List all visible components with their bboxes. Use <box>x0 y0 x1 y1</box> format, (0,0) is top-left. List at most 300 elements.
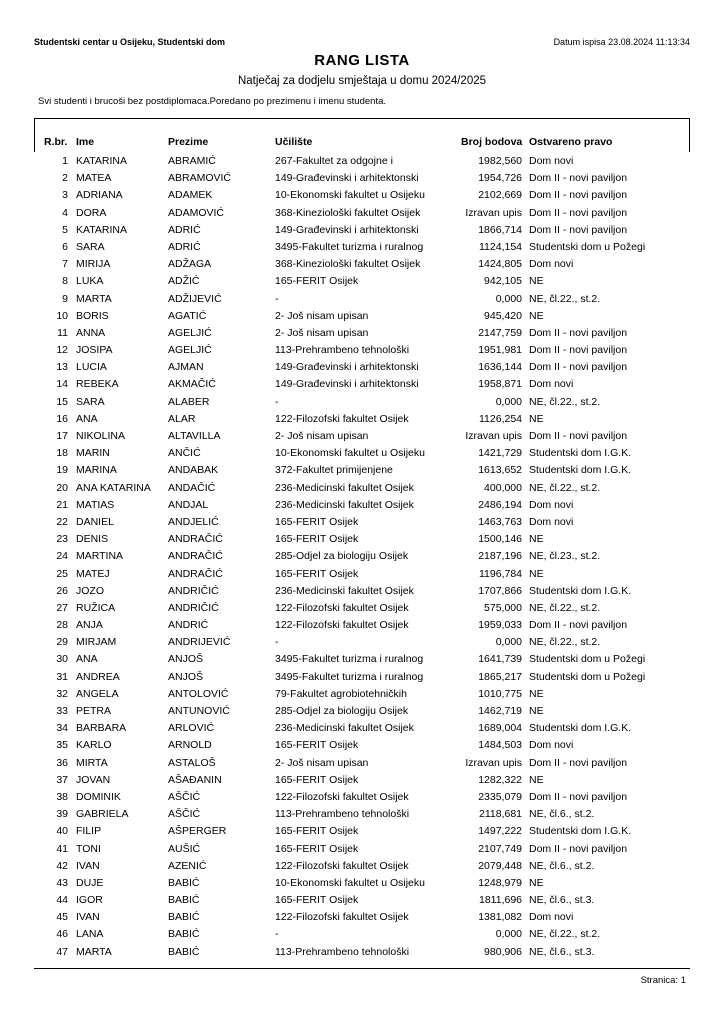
cell-ime: LUCIA <box>76 361 107 374</box>
cell-rbr: 41 <box>56 842 68 855</box>
cell-rbr: 32 <box>56 687 68 700</box>
cell-pravo: Dom novi <box>529 911 574 924</box>
cell-bodovi: 1951,981 <box>478 344 522 357</box>
table-row <box>0 171 724 188</box>
cell-ime: KARLO <box>76 739 112 752</box>
cell-bodovi: 2486,194 <box>478 498 522 511</box>
table-row <box>0 910 724 927</box>
cell-prezime: ABRAMOVIĆ <box>168 172 232 185</box>
cell-pravo: Dom novi <box>529 515 574 528</box>
cell-uciliste: 165-FERIT Osijek <box>275 842 359 855</box>
cell-ime: MIRTA <box>76 756 108 769</box>
cell-rbr: 47 <box>56 945 68 958</box>
cell-prezime: ANDRIJEVIĆ <box>168 636 231 649</box>
cell-prezime: AKMAČIĆ <box>168 378 216 391</box>
cell-ime: DANIEL <box>76 515 114 528</box>
cell-ime: MATEA <box>76 172 112 185</box>
column-header-bodovi: Broj bodova <box>461 136 523 148</box>
table-row <box>0 549 724 566</box>
cell-bodovi: 1421,729 <box>478 447 522 460</box>
cell-pravo: NE <box>529 309 544 322</box>
cell-uciliste: 165-FERIT Osijek <box>275 533 359 546</box>
table-row <box>0 154 724 171</box>
cell-rbr: 4 <box>62 206 68 219</box>
cell-uciliste: 10-Ekonomski fakultet u Osijeku <box>275 447 425 460</box>
cell-rbr: 2 <box>62 172 68 185</box>
cell-ime: NIKOLINA <box>76 430 126 442</box>
cell-prezime: ALABER <box>168 395 210 408</box>
cell-rbr: 15 <box>56 395 68 408</box>
cell-uciliste: 2- Još nisam upisan <box>275 326 369 339</box>
cell-uciliste: 122-Filozofski fakultet Osijek <box>275 601 409 614</box>
cell-pravo: NE, čl.22., st.2. <box>529 636 601 649</box>
page-subtitle: Natječaj za dodjelu smještaja u domu 2024/2025 <box>237 75 487 87</box>
table-row <box>0 773 724 790</box>
cell-uciliste: 3495-Fakultet turizma i ruralnog <box>275 653 424 666</box>
cell-uciliste: 165-FERIT Osijek <box>275 275 359 288</box>
cell-prezime: BABIĆ <box>168 894 200 907</box>
cell-uciliste: 165-FERIT Osijek <box>275 567 359 580</box>
table-row <box>0 240 724 257</box>
cell-pravo: NE <box>529 275 544 288</box>
cell-uciliste: 372-Fakultet primijenjene <box>275 464 393 477</box>
cell-rbr: 45 <box>56 911 68 924</box>
cell-uciliste: 236-Medicinski fakultet Osijek <box>275 481 414 494</box>
cell-bodovi: 2107,749 <box>478 842 522 855</box>
cell-ime: BORIS <box>76 309 109 322</box>
cell-prezime: ANTOLOVIĆ <box>168 687 229 700</box>
cell-pravo: Dom novi <box>529 258 574 271</box>
cell-rbr: 24 <box>56 550 68 563</box>
cell-uciliste: 122-Filozofski fakultet Osijek <box>275 911 409 924</box>
table-row <box>0 584 724 601</box>
table-row <box>0 635 724 652</box>
table-row <box>0 481 724 498</box>
cell-prezime: ANTUNOVIĆ <box>168 705 230 717</box>
cell-rbr: 34 <box>56 722 68 735</box>
cell-bodovi: 0,000 <box>495 292 522 305</box>
cell-rbr: 11 <box>57 326 68 339</box>
cell-ime: KATARINA <box>76 155 127 167</box>
cell-uciliste: 113-Prehrambeno tehnološki <box>275 344 410 357</box>
cell-bodovi: 1811,696 <box>478 894 522 907</box>
cell-bodovi: 1959,033 <box>478 619 522 632</box>
table-row <box>0 721 724 738</box>
cell-bodovi: 1282,322 <box>478 773 522 786</box>
cell-prezime: ANČIĆ <box>168 447 201 460</box>
table-row <box>0 927 724 944</box>
cell-ime: ANNA <box>76 326 106 339</box>
cell-rbr: 8 <box>62 275 68 288</box>
cell-ime: MIRJAM <box>76 636 117 649</box>
cell-bodovi: 2118,681 <box>478 808 522 821</box>
cell-pravo: Dom II - novi paviljon <box>529 189 628 202</box>
cell-pravo: Studentski dom I.G.K. <box>529 722 632 735</box>
cell-bodovi: 1866,714 <box>478 223 522 236</box>
cell-uciliste: - <box>275 928 279 941</box>
cell-ime: ANA <box>76 412 98 425</box>
cell-prezime: ADŽAGA <box>168 258 212 271</box>
table-row <box>0 223 724 240</box>
cell-rbr: 13 <box>56 361 68 374</box>
table-bottom-rule <box>34 968 690 969</box>
cell-ime: LUKA <box>76 275 104 288</box>
cell-bodovi: 945,420 <box>484 309 522 322</box>
cell-rbr: 36 <box>56 756 68 769</box>
cell-bodovi: 1010,775 <box>478 687 522 700</box>
cell-uciliste: 368-Kineziološki fakultet Osijek <box>275 258 421 271</box>
cell-bodovi: 1424,805 <box>478 258 522 271</box>
table-row <box>0 842 724 859</box>
table-row <box>0 412 724 429</box>
cell-bodovi: 1484,503 <box>478 739 522 752</box>
cell-pravo: Dom II - novi paviljon <box>529 430 628 442</box>
cell-ime: MARTINA <box>76 550 124 563</box>
cell-uciliste: 368-Kineziološki fakultet Osijek <box>275 206 421 219</box>
table-row <box>0 309 724 326</box>
column-header-prezime: Prezime <box>168 136 209 148</box>
table-row <box>0 446 724 463</box>
cell-uciliste: 149-Građevinski i arhitektonski <box>275 361 419 374</box>
cell-uciliste: 2- Još nisam upisan <box>275 309 369 322</box>
cell-pravo: NE <box>529 705 544 717</box>
table-row <box>0 652 724 669</box>
table-row <box>0 893 724 910</box>
table-row <box>0 188 724 205</box>
cell-prezime: ARNOLD <box>168 739 212 752</box>
table-row <box>0 360 724 377</box>
cell-ime: IVAN <box>76 859 100 872</box>
cell-prezime: BABIĆ <box>168 945 200 958</box>
table-row <box>0 670 724 687</box>
cell-pravo: Studentski dom u Požegi <box>529 653 646 666</box>
cell-uciliste: 10-Ekonomski fakultet u Osijeku <box>275 876 425 889</box>
cell-uciliste: - <box>275 395 279 408</box>
cell-ime: MARTA <box>76 945 112 958</box>
table-row <box>0 377 724 394</box>
cell-rbr: 10 <box>56 309 68 322</box>
cell-rbr: 27 <box>56 601 68 614</box>
cell-ime: LANA <box>76 928 104 941</box>
cell-ime: MARIN <box>76 447 110 460</box>
cell-bodovi: 0,000 <box>495 395 522 408</box>
cell-uciliste: 236-Medicinski fakultet Osijek <box>275 722 414 735</box>
cell-bodovi: 1462,719 <box>478 705 522 717</box>
cell-pravo: Dom novi <box>529 378 574 391</box>
table-row <box>0 567 724 584</box>
cell-pravo: Studentski dom I.G.K. <box>529 825 632 838</box>
table-row <box>0 429 724 446</box>
cell-pravo: Dom II - novi paviljon <box>529 790 628 803</box>
cell-rbr: 21 <box>56 498 68 511</box>
cell-prezime: AŠČIĆ <box>168 808 201 821</box>
cell-uciliste: 285-Odjel za biologiju Osijek <box>275 550 409 563</box>
cell-bodovi: 1982,560 <box>478 155 522 167</box>
cell-ime: IGOR <box>76 894 103 907</box>
cell-pravo: NE, čl.22., st.2. <box>529 481 601 494</box>
cell-rbr: 16 <box>56 412 68 425</box>
table-row <box>0 790 724 807</box>
cell-uciliste: 2- Još nisam upisan <box>275 430 369 442</box>
column-header-rbr: R.br. <box>44 136 68 148</box>
cell-prezime: ADAMOVIĆ <box>168 206 225 219</box>
cell-bodovi: 0,000 <box>495 928 522 941</box>
cell-rbr: 1 <box>62 155 68 167</box>
cell-bodovi: 2102,669 <box>478 189 522 202</box>
cell-rbr: 44 <box>56 894 68 907</box>
cell-bodovi: 1958,871 <box>478 378 522 391</box>
cell-ime: MATIAS <box>76 498 115 511</box>
table-row <box>0 395 724 412</box>
table-row <box>0 274 724 291</box>
cell-prezime: BABIĆ <box>168 928 200 941</box>
cell-ime: JOSIPA <box>76 344 113 357</box>
cell-pravo: Dom II - novi paviljon <box>529 344 628 357</box>
table-row <box>0 704 724 721</box>
page-number: Stranica: 1 <box>640 975 686 986</box>
cell-ime: MARTA <box>76 292 112 305</box>
cell-ime: DOMINIK <box>76 790 121 803</box>
cell-uciliste: 122-Filozofski fakultet Osijek <box>275 790 409 803</box>
cell-bodovi: 2187,196 <box>478 550 522 563</box>
ranking-table-body <box>0 154 724 962</box>
cell-ime: ANJA <box>76 619 103 632</box>
table-row <box>0 687 724 704</box>
cell-pravo: NE, čl.22., st.2. <box>529 395 601 408</box>
cell-ime: ADRIANA <box>76 189 123 202</box>
cell-rbr: 31 <box>56 670 68 683</box>
cell-prezime: ANDJAL <box>168 498 209 511</box>
cell-pravo: NE, čl.22., st.2. <box>529 292 601 305</box>
cell-prezime: ANDRAČIĆ <box>168 550 223 563</box>
list-note: Svi studenti i brucoši bez postdiplomaca.Poredano po prezimenu i imenu studenta. <box>38 96 387 107</box>
cell-rbr: 18 <box>56 447 68 460</box>
cell-prezime: ASTALOŠ <box>168 756 216 769</box>
cell-rbr: 29 <box>56 636 68 649</box>
cell-pravo: Dom II - novi paviljon <box>529 172 628 185</box>
cell-pravo: NE <box>529 412 544 425</box>
cell-ime: DENIS <box>76 533 109 546</box>
cell-pravo: Studentski dom u Požegi <box>529 240 646 253</box>
cell-rbr: 19 <box>56 464 68 477</box>
cell-bodovi: 980,906 <box>484 945 522 958</box>
institution-header: Studentski centar u Osijeku, Studentski dom <box>34 37 226 47</box>
cell-bodovi: 2335,079 <box>478 790 522 803</box>
cell-uciliste: 149-Građevinski i arhitektonski <box>275 223 419 236</box>
cell-pravo: Dom II - novi paviljon <box>529 206 628 219</box>
cell-prezime: AUŠIĆ <box>168 842 201 855</box>
cell-rbr: 6 <box>62 240 68 253</box>
cell-pravo: Studentski dom u Požegi <box>529 670 646 683</box>
cell-uciliste: 79-Fakultet agrobiotehničkih <box>275 687 407 700</box>
cell-bodovi: 1124,154 <box>478 240 522 253</box>
cell-ime: SARA <box>76 240 105 253</box>
table-row <box>0 824 724 841</box>
cell-ime: MIRIJA <box>76 258 111 271</box>
cell-ime: JOZO <box>76 584 104 597</box>
cell-pravo: Dom II - novi paviljon <box>529 756 628 769</box>
cell-uciliste: 113-Prehrambeno tehnološki <box>275 808 410 821</box>
cell-bodovi: 942,105 <box>484 275 522 288</box>
cell-rbr: 38 <box>56 790 68 803</box>
cell-bodovi: 1463,763 <box>478 515 522 528</box>
cell-rbr: 33 <box>56 705 68 717</box>
cell-pravo: NE <box>529 687 544 700</box>
cell-ime: IVAN <box>76 911 100 924</box>
cell-ime: ANA <box>76 653 98 666</box>
cell-prezime: AŠAĐANIN <box>168 773 222 786</box>
cell-prezime: AŠČIĆ <box>168 790 201 803</box>
cell-rbr: 9 <box>62 292 68 305</box>
cell-rbr: 23 <box>56 533 68 546</box>
cell-uciliste: 122-Filozofski fakultet Osijek <box>275 859 409 872</box>
cell-pravo: Dom novi <box>529 498 574 511</box>
cell-prezime: ANDABAK <box>168 464 219 477</box>
cell-pravo: Dom novi <box>529 155 574 167</box>
table-row <box>0 498 724 515</box>
cell-pravo: Dom II - novi paviljon <box>529 361 628 374</box>
cell-prezime: ABRAMIĆ <box>168 155 216 167</box>
cell-prezime: ANDRIČIĆ <box>168 584 219 597</box>
cell-ime: KATARINA <box>76 223 127 236</box>
cell-pravo: NE <box>529 876 544 889</box>
cell-pravo: Dom II - novi paviljon <box>529 842 628 855</box>
cell-prezime: ADŽIĆ <box>168 275 200 288</box>
cell-prezime: BABIĆ <box>168 876 200 889</box>
cell-uciliste: 113-Prehrambeno tehnološki <box>275 945 410 958</box>
cell-bodovi: 1865,217 <box>478 670 522 683</box>
cell-uciliste: 2- Još nisam upisan <box>275 756 369 769</box>
column-header-pravo: Ostvareno pravo <box>529 136 613 148</box>
cell-uciliste: 236-Medicinski fakultet Osijek <box>275 584 414 597</box>
table-row <box>0 738 724 755</box>
cell-ime: DUJE <box>76 876 104 889</box>
cell-prezime: ANDRIČIĆ <box>168 601 219 614</box>
cell-uciliste: 3495-Fakultet turizma i ruralnog <box>275 240 424 253</box>
cell-ime: ANA KATARINA <box>76 481 151 494</box>
cell-prezime: AZENIĆ <box>168 859 207 872</box>
table-row <box>0 945 724 962</box>
cell-pravo: NE, čl.6., st.2. <box>529 859 595 872</box>
cell-rbr: 43 <box>56 876 68 889</box>
print-date: Datum ispisa 23.08.2024 11:13:34 <box>553 37 690 47</box>
cell-prezime: ADŽIJEVIĆ <box>168 292 222 305</box>
cell-rbr: 40 <box>56 825 68 838</box>
cell-uciliste: 10-Ekonomski fakultet u Osijeku <box>275 189 425 202</box>
table-row <box>0 292 724 309</box>
cell-rbr: 42 <box>56 859 68 872</box>
cell-uciliste: 149-Građevinski i arhitektonski <box>275 172 419 185</box>
cell-ime: JOVAN <box>76 773 111 786</box>
cell-bodovi: Izravan upis <box>465 430 522 442</box>
cell-prezime: ANJOŠ <box>168 670 204 683</box>
cell-ime: BARBARA <box>76 722 127 735</box>
cell-ime: MARINA <box>76 464 117 477</box>
cell-bodovi: 1954,726 <box>478 172 522 185</box>
cell-bodovi: 575,000 <box>484 601 522 614</box>
cell-uciliste: 165-FERIT Osijek <box>275 773 359 786</box>
cell-rbr: 17 <box>56 430 68 442</box>
cell-pravo: Dom II - novi paviljon <box>529 223 628 236</box>
cell-ime: REBEKA <box>76 378 119 391</box>
cell-pravo: NE, čl.23., st.2. <box>529 550 601 563</box>
cell-uciliste: - <box>275 292 279 305</box>
table-row <box>0 859 724 876</box>
cell-bodovi: 1248,979 <box>478 876 522 889</box>
cell-bodovi: 1707,866 <box>478 584 522 597</box>
cell-pravo: Studentski dom I.G.K. <box>529 447 632 460</box>
cell-bodovi: Izravan upis <box>465 756 522 769</box>
cell-pravo: Dom II - novi paviljon <box>529 619 628 632</box>
cell-pravo: Dom novi <box>529 739 574 752</box>
cell-prezime: ANDAČIĆ <box>168 481 216 494</box>
cell-bodovi: 2079,448 <box>478 859 522 872</box>
cell-prezime: AŠPERGER <box>168 825 227 838</box>
cell-rbr: 26 <box>56 584 68 597</box>
cell-rbr: 28 <box>56 619 68 632</box>
cell-prezime: ARLOVIĆ <box>168 722 215 735</box>
cell-bodovi: 1381,082 <box>478 911 522 924</box>
cell-pravo: NE <box>529 533 544 546</box>
cell-ime: MATEJ <box>76 567 110 580</box>
cell-rbr: 3 <box>62 189 68 202</box>
cell-prezime: ANDJELIĆ <box>168 515 219 528</box>
cell-rbr: 22 <box>56 515 68 528</box>
cell-uciliste: 165-FERIT Osijek <box>275 515 359 528</box>
table-row <box>0 601 724 618</box>
cell-prezime: BABIĆ <box>168 911 200 924</box>
table-row <box>0 532 724 549</box>
cell-uciliste: 122-Filozofski fakultet Osijek <box>275 412 409 425</box>
cell-prezime: ANJOŠ <box>168 653 204 666</box>
table-row <box>0 876 724 893</box>
cell-ime: ANGELA <box>76 687 119 700</box>
cell-pravo: NE, čl.6., st.3. <box>529 894 595 907</box>
cell-uciliste: 285-Odjel za biologiju Osijek <box>275 705 409 717</box>
cell-bodovi: 1636,144 <box>478 361 522 374</box>
table-row <box>0 257 724 274</box>
cell-bodovi: 1500,146 <box>478 533 522 546</box>
table-row <box>0 326 724 343</box>
cell-ime: DORA <box>76 206 107 219</box>
table-row <box>0 463 724 480</box>
cell-prezime: AGELJIĆ <box>168 326 212 339</box>
cell-uciliste: 3495-Fakultet turizma i ruralnog <box>275 670 424 683</box>
cell-bodovi: 0,000 <box>495 636 522 649</box>
cell-rbr: 46 <box>56 928 68 941</box>
cell-bodovi: Izravan upis <box>465 206 522 219</box>
cell-rbr: 30 <box>56 653 68 666</box>
cell-pravo: Dom II - novi paviljon <box>529 326 628 339</box>
cell-bodovi: 1126,254 <box>478 412 522 425</box>
cell-prezime: ADAMEK <box>168 189 213 202</box>
cell-rbr: 20 <box>56 481 68 494</box>
cell-prezime: ADRIĆ <box>168 240 201 253</box>
cell-uciliste: 165-FERIT Osijek <box>275 825 359 838</box>
cell-bodovi: 1689,004 <box>478 722 522 735</box>
cell-pravo: NE, čl.6., st.3. <box>529 945 595 958</box>
cell-bodovi: 1497,222 <box>478 825 522 838</box>
cell-rbr: 12 <box>56 344 68 357</box>
cell-rbr: 14 <box>56 378 68 391</box>
cell-prezime: AGELJIĆ <box>168 344 212 357</box>
cell-uciliste: - <box>275 636 279 649</box>
cell-prezime: AJMAN <box>168 361 204 374</box>
cell-pravo: Studentski dom I.G.K. <box>529 584 632 597</box>
cell-pravo: NE <box>529 567 544 580</box>
cell-prezime: ALAR <box>168 412 196 425</box>
cell-bodovi: 1613,652 <box>478 464 522 477</box>
